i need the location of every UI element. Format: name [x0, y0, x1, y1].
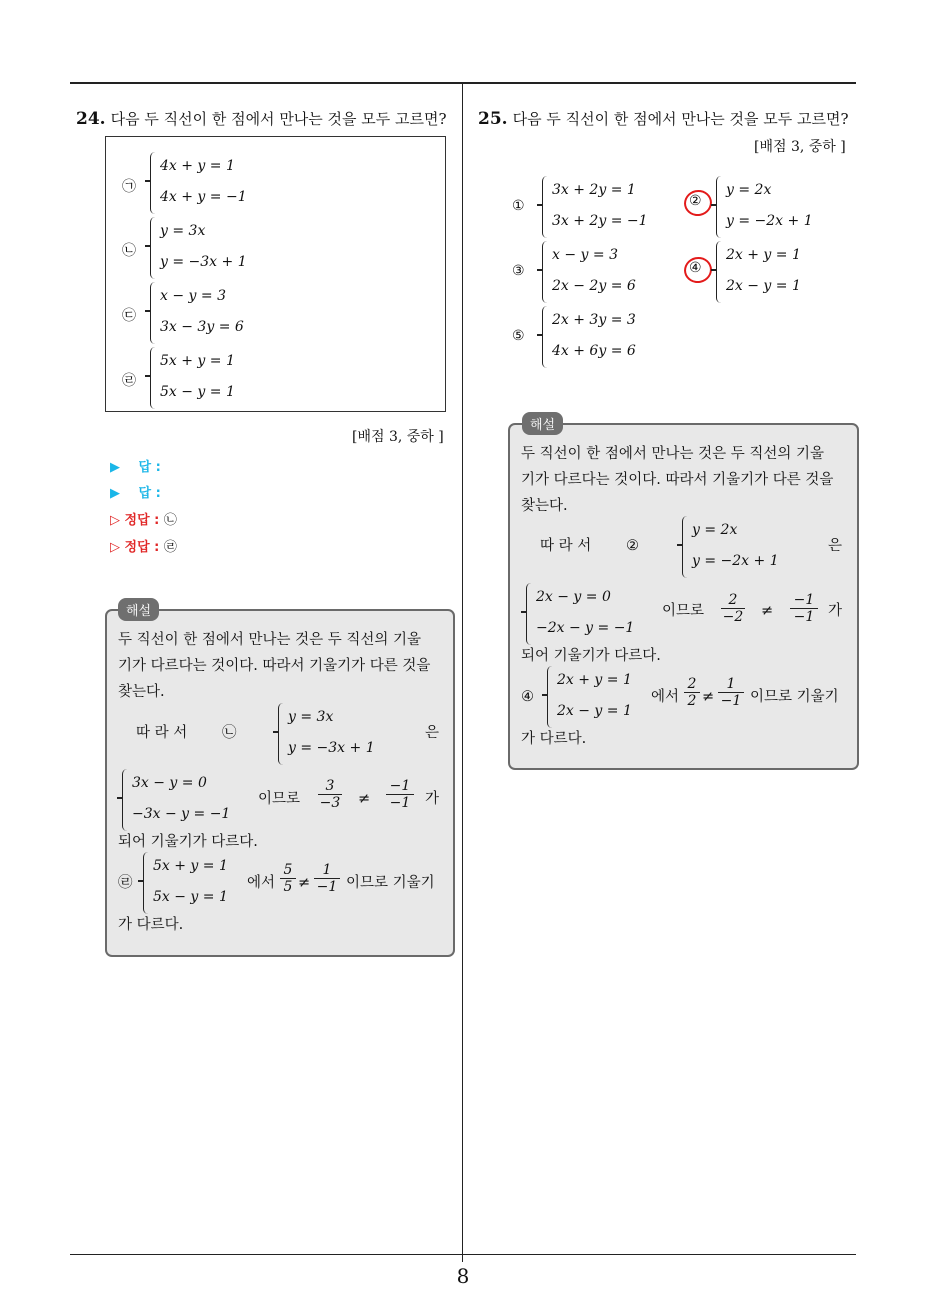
numerator: 2	[721, 592, 745, 609]
equation: y = 3x	[160, 223, 206, 239]
equation: x − y = 3	[552, 247, 618, 263]
q24-number: 24.	[76, 109, 106, 129]
numerator: 1	[314, 862, 340, 879]
q25-mark-3: ③	[512, 263, 525, 279]
brace-icon	[150, 217, 158, 279]
explanation-text: 이므로	[662, 603, 705, 619]
equation: 2x + y = 1	[557, 672, 632, 688]
equation: 4x + y = −1	[160, 189, 247, 205]
correct-label: 정답 :	[124, 513, 160, 528]
fraction	[314, 862, 340, 895]
brace-icon	[682, 516, 690, 578]
equation: 5x + y = 1	[160, 353, 235, 369]
equation: −2x − y = −1	[536, 620, 635, 636]
equation: −3x − y = −1	[132, 806, 231, 822]
answer-line-2	[110, 482, 161, 501]
equation: y = −3x + 1	[288, 740, 375, 756]
fraction	[721, 592, 745, 625]
play-outline-icon: ▷	[110, 513, 120, 528]
explanation-text: 되어 기울기가 다르다.	[118, 834, 258, 850]
correct-label: 정답 :	[124, 540, 160, 555]
fraction	[386, 778, 414, 811]
q25-mark-2: ②	[689, 193, 702, 209]
explanation-text: 가 다르다.	[118, 917, 184, 933]
equation: y = 3x	[288, 709, 334, 725]
equation: 3x + 2y = −1	[552, 213, 648, 229]
neq-symbol: ≠	[761, 603, 774, 619]
play-icon: ▶	[110, 486, 120, 501]
explanation-mark: ②	[626, 538, 639, 554]
explanation-tag: 해설	[522, 412, 563, 435]
explanation-mark: ㉡	[222, 725, 237, 741]
play-outline-icon: ▷	[110, 540, 120, 555]
explanation-text: 가	[828, 603, 843, 619]
equation: y = −2x + 1	[726, 213, 813, 229]
explanation-text: 따 라 서	[136, 725, 188, 741]
q24-title	[76, 108, 447, 129]
explanation-text: 에서	[651, 689, 680, 705]
equation: 2x − y = 0	[536, 589, 611, 605]
answer-label: 답 :	[138, 486, 161, 501]
explanation-text: 에서	[247, 875, 276, 891]
equation: 5x − y = 1	[153, 889, 228, 905]
brace-icon	[542, 306, 550, 368]
q25-mark-5: ⑤	[512, 328, 525, 344]
explanation-tag: 해설	[118, 598, 159, 621]
brace-icon	[150, 152, 158, 214]
correct-answer-2	[110, 536, 177, 555]
brace-icon	[278, 703, 286, 765]
brace-icon	[526, 583, 534, 645]
explanation-mark: ㉣	[118, 875, 133, 891]
explanation-text: 찾는다.	[521, 498, 568, 514]
q24-score: [배점 3, 중하 ]	[352, 429, 444, 445]
equation: 4x + 6y = 6	[552, 343, 636, 359]
correct-answer-1	[110, 509, 177, 528]
brace-icon	[716, 176, 724, 238]
brace-icon	[542, 241, 550, 303]
denominator: −3	[319, 795, 341, 811]
fraction	[684, 676, 700, 709]
brace-icon	[150, 347, 158, 409]
explanation-text: 되어 기울기가 다르다.	[521, 648, 661, 664]
brace-icon	[547, 666, 555, 728]
denominator: 5	[283, 879, 293, 895]
equation: 2x − y = 1	[726, 278, 801, 294]
fraction	[790, 592, 818, 625]
equation: y = −2x + 1	[692, 553, 779, 569]
equation: y = 2x	[692, 522, 738, 538]
q25-title	[478, 108, 849, 129]
equation: x − y = 3	[160, 288, 226, 304]
equation: 4x + y = 1	[160, 158, 235, 174]
equation: 2x + y = 1	[726, 247, 801, 263]
explanation-text: 은	[828, 538, 843, 554]
explanation-text: 가	[425, 791, 440, 807]
explanation-text: 가 다르다.	[521, 731, 587, 747]
numerator: 3	[318, 778, 342, 795]
q24-mark-1: ㉠	[122, 179, 136, 195]
numerator: 2	[684, 676, 700, 693]
equation: 5x + y = 1	[153, 858, 228, 874]
equation: 2x − 2y = 6	[552, 278, 636, 294]
denominator: −1	[316, 879, 338, 895]
brace-icon	[143, 852, 151, 914]
answer-label: 답 :	[138, 460, 161, 475]
fraction	[280, 862, 296, 895]
numerator: 1	[718, 676, 744, 693]
explanation-text: 기가 다르다는 것이다. 따라서 기울기가 다른 것을	[521, 472, 834, 488]
explanation-text: 은	[425, 725, 440, 741]
equation: 3x − 3y = 6	[160, 319, 244, 335]
equation: 3x − y = 0	[132, 775, 207, 791]
q24-mark-3: ㉢	[122, 308, 136, 324]
q24-text: 다음 두 직선이 한 점에서 만나는 것을 모두 고르면?	[110, 110, 447, 128]
q25-mark-4: ④	[689, 260, 702, 276]
explanation-text: 이므로 기울기	[750, 689, 839, 705]
fraction	[718, 676, 744, 709]
q25-number: 25.	[478, 109, 508, 129]
brace-icon	[150, 282, 158, 344]
explanation-text: 기가 다르다는 것이다. 따라서 기울기가 다른 것을	[118, 658, 431, 674]
explanation-text: 따 라 서	[540, 538, 592, 554]
numerator: −1	[386, 778, 414, 795]
q25-text: 다음 두 직선이 한 점에서 만나는 것을 모두 고르면?	[512, 110, 849, 128]
correct-value: ㉣	[163, 540, 177, 555]
bottom-rule	[70, 1254, 856, 1255]
denominator: 2	[687, 693, 697, 709]
brace-icon	[716, 241, 724, 303]
q24-mark-2: ㉡	[122, 243, 136, 259]
equation: 3x + 2y = 1	[552, 182, 636, 198]
equation: 5x − y = 1	[160, 384, 235, 400]
denominator: −1	[389, 795, 411, 811]
denominator: −1	[793, 609, 815, 625]
column-divider	[462, 82, 463, 1262]
numerator: −1	[790, 592, 818, 609]
neq-symbol: ≠	[702, 689, 715, 705]
neq-symbol: ≠	[298, 875, 311, 891]
numerator: 5	[280, 862, 296, 879]
q25-mark-1: ①	[512, 198, 525, 214]
equation: 2x + 3y = 3	[552, 312, 636, 328]
explanation-text: 두 직선이 한 점에서 만나는 것은 두 직선의 기울	[521, 446, 825, 462]
page-number: 8	[456, 1264, 470, 1288]
q24-mark-4: ㉣	[122, 373, 136, 389]
equation: y = 2x	[726, 182, 772, 198]
brace-icon	[542, 176, 550, 238]
equation: 2x − y = 1	[557, 703, 632, 719]
explanation-text: 이므로	[258, 791, 301, 807]
explanation-text: 두 직선이 한 점에서 만나는 것은 두 직선의 기울	[118, 632, 422, 648]
play-icon: ▶	[110, 460, 120, 475]
denominator: −1	[720, 693, 742, 709]
denominator: −2	[722, 609, 744, 625]
fraction	[318, 778, 342, 811]
top-rule	[70, 82, 856, 84]
q25-score: [배점 3, 중하 ]	[754, 139, 846, 155]
answer-line-1	[110, 456, 161, 475]
correct-value: ㉡	[163, 513, 177, 528]
explanation-mark: ④	[521, 689, 534, 705]
neq-symbol: ≠	[358, 791, 371, 807]
brace-icon	[122, 769, 130, 831]
equation: y = −3x + 1	[160, 254, 247, 270]
explanation-text: 찾는다.	[118, 684, 165, 700]
explanation-text: 이므로 기울기	[346, 875, 435, 891]
